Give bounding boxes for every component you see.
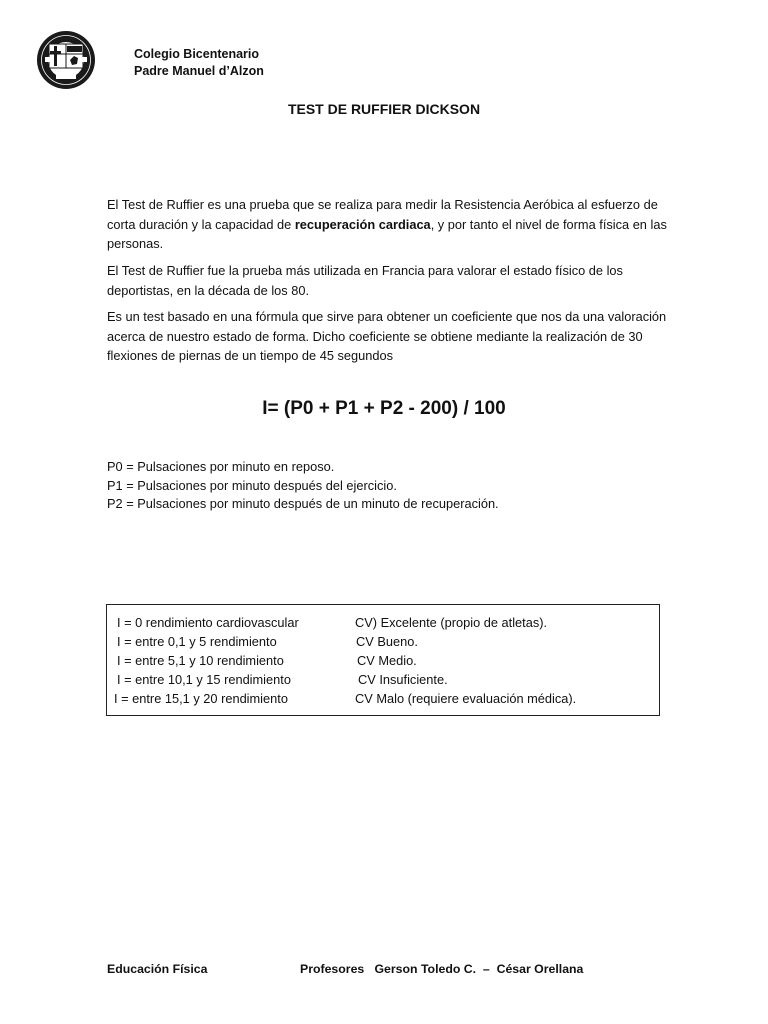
paragraph-history: El Test de Ruffier fue la prueba más utilizada en Francia para valorar el estado físico de los deportistas, en la década de los 80. <box>107 263 623 298</box>
variable-p2: P2 = Pulsaciones por minuto después de un minuto de recuperación. <box>107 496 499 511</box>
table-cell-range: I = 0 rendimiento cardiovascular <box>117 615 299 630</box>
table-row <box>107 634 661 653</box>
table-row <box>107 615 661 634</box>
table-row <box>107 672 661 691</box>
school-name-line1: Colegio Bicentenario <box>134 47 260 61</box>
table-cell-result: CV Insuficiente. <box>358 672 448 687</box>
paragraph-method: Es un test basado en una fórmula que sirve para obtener un coeficiente que nos da una valoración acerca de nuestro estado de forma. Dicho coeficiente se obtiene mediante la realización de 30 flexiones de piernas de un tiempo de 45 segundos <box>107 309 667 363</box>
variable-definitions <box>107 458 499 514</box>
table-cell-result: CV Medio. <box>357 653 417 668</box>
table-cell-range: I = entre 15,1 y 20 rendimiento <box>114 691 288 706</box>
footer-subject: Educación Física <box>107 962 208 976</box>
table-cell-range: I = entre 0,1 y 5 rendimiento <box>117 634 277 649</box>
table-cell-range: I = entre 5,1 y 10 rendimiento <box>117 653 284 668</box>
table-cell-result: CV Bueno. <box>356 634 418 649</box>
results-table <box>106 604 660 716</box>
footer-teachers: Profesores Gerson Toledo C. – César Orellana <box>300 962 584 976</box>
school-crest-logo <box>36 30 96 90</box>
table-cell-result: CV) Excelente (propio de atletas). <box>355 615 548 630</box>
school-name-line2: Padre Manuel d’Alzon <box>134 64 264 78</box>
paragraph-intro <box>107 195 667 254</box>
table-cell-result: CV Malo (requiere evaluación médica). <box>355 691 577 706</box>
paragraph-intro-text: El Test de Ruffier es una prueba que se realiza para medir la Resistencia Aeróbica al esfuerzo de corta duración y la capacidad de <box>107 197 658 232</box>
variable-p1: P1 = Pulsaciones por minuto después del ejercicio. <box>107 477 397 493</box>
table-row <box>107 691 661 710</box>
school-name <box>134 46 264 80</box>
variable-p0: P0 = Pulsaciones por minuto en reposo. <box>107 459 335 474</box>
table-cell-range: I = entre 10,1 y 15 rendimiento <box>117 672 291 687</box>
table-row <box>107 653 661 672</box>
paragraph-intro-bold: recuperación cardiaca <box>294 216 431 232</box>
paragraph-intro-text-end: , y por tanto el nivel de forma física en las personas. <box>107 216 667 251</box>
ruffier-formula: I= (P0 + P1 + P2 - 200) / 100 <box>262 398 506 419</box>
document-title: TEST DE RUFFIER DICKSON <box>287 101 481 117</box>
